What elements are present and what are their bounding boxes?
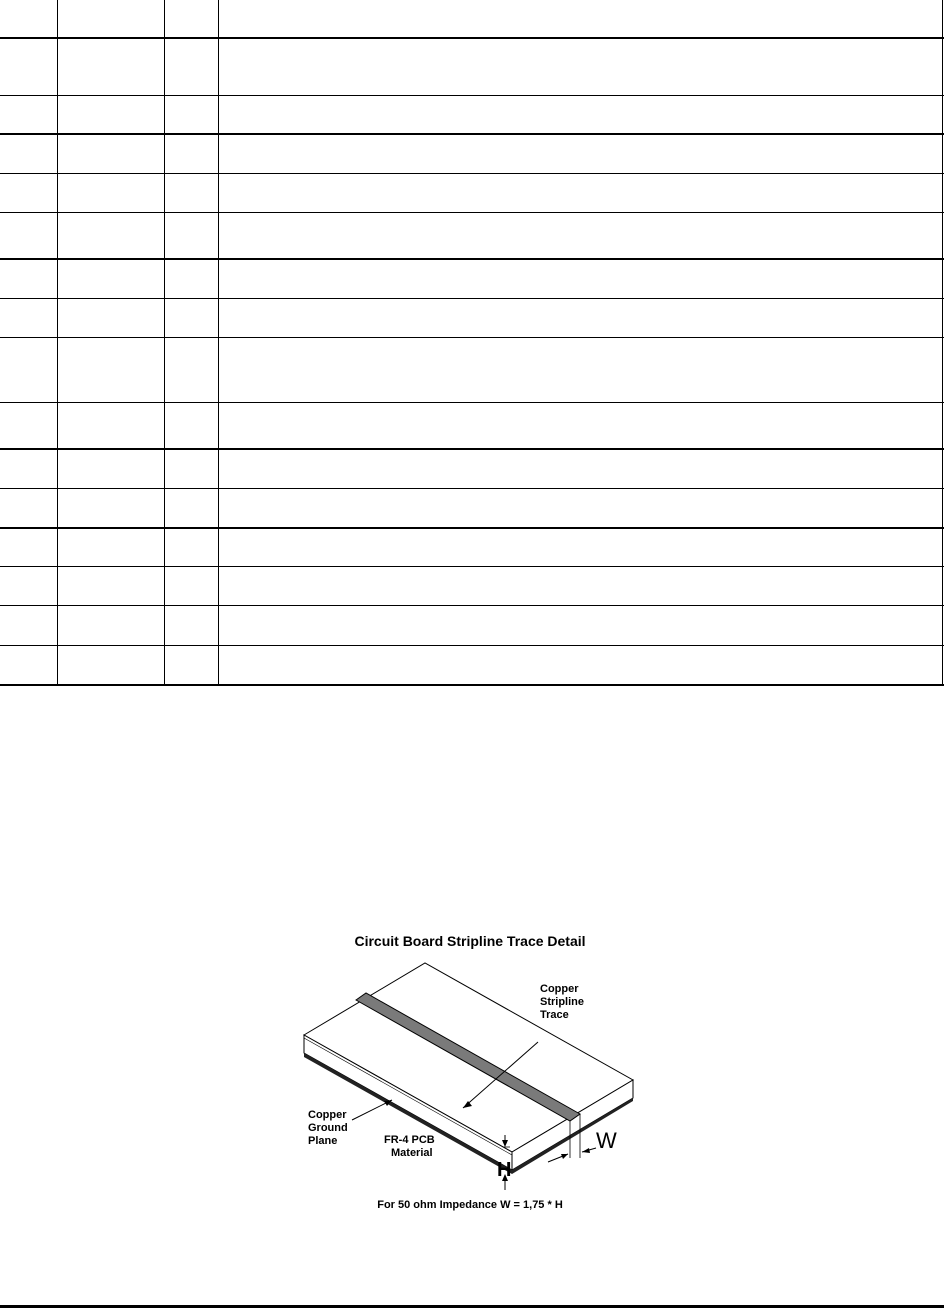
table-row-divider [0,645,944,646]
h-dimension-label: H [497,1159,512,1181]
table-row-divider [0,448,944,450]
table-row-divider [0,488,944,489]
table-row-divider [0,173,944,174]
ground-label-line: Plane [308,1135,338,1147]
material-label-line: Material [391,1147,433,1159]
ground-label-line: Copper [308,1109,347,1121]
impedance-formula: For 50 ohm Impedance W = 1,75 * H [377,1199,563,1211]
table-row-divider [0,566,944,567]
table-row-divider [0,95,944,96]
table-row-divider [0,337,944,338]
trace-label-line: Trace [540,1009,569,1021]
stripline-figure [300,930,640,1220]
table-row-divider [0,402,944,403]
table-column-divider [218,0,219,685]
material-label-line: FR-4 PCB [384,1134,435,1146]
arrow-icon [561,1154,568,1159]
table-column-divider [57,0,58,685]
table-row-divider [0,605,944,606]
table-row-divider [0,298,944,299]
w-dimension-label: W [596,1128,617,1153]
table-column-divider [164,0,165,685]
footer-rule [0,1305,944,1308]
table-row-divider [0,133,944,135]
table-row-divider [0,37,944,39]
table-right-border [942,0,943,685]
trace-label-line: Copper [540,983,579,995]
table-row-divider [0,527,944,529]
arrow-icon [582,1148,590,1153]
trace-label-line: Stripline [540,996,585,1008]
table-bottom-border [0,684,944,686]
table-row-divider [0,212,944,213]
ground-label-line: Ground [308,1122,348,1134]
table-row-divider [0,258,944,260]
figure-title: Circuit Board Stripline Trace Detail [354,933,586,949]
stripline-diagram [300,930,640,1220]
